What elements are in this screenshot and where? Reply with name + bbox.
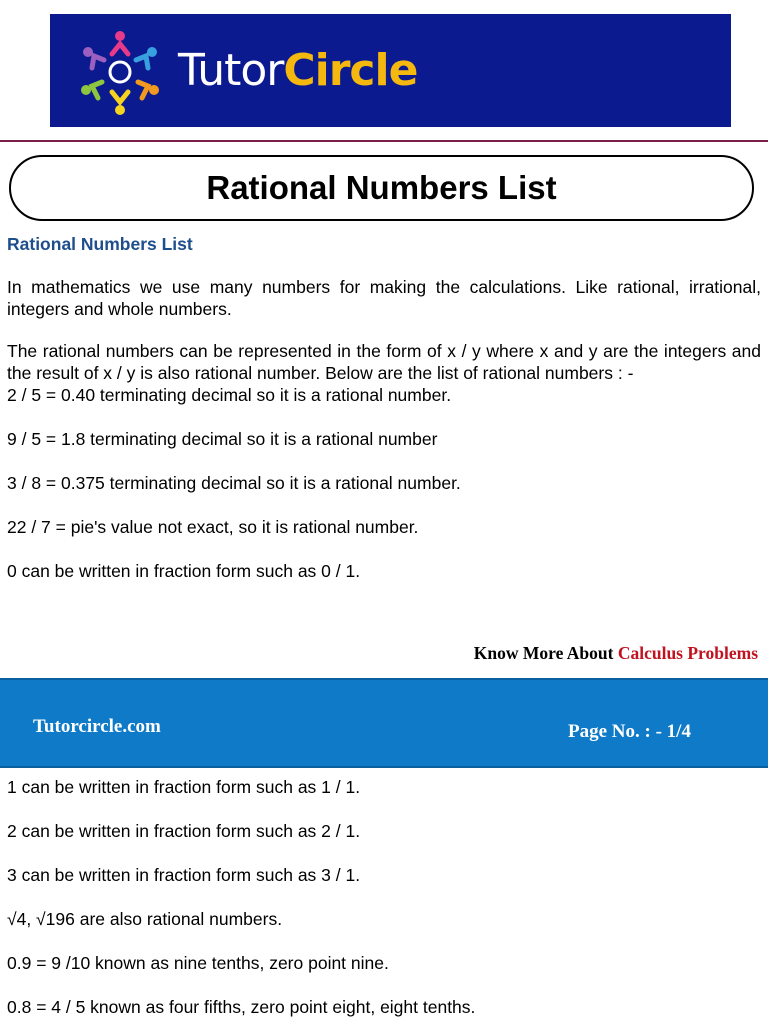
continued-content [7, 776, 761, 1018]
example-line: 2 can be written in fraction form such as 2 / 1. [7, 821, 361, 841]
footer-page-number: Page No. : - 1/4 [568, 721, 691, 742]
example-line: 22 / 7 = pie's value not exact, so it is rational number. [7, 517, 419, 537]
page-footer [0, 678, 768, 768]
people-circle-logo-icon [72, 24, 168, 120]
example-line: 0 can be written in fraction form such as 0 / 1. [7, 561, 361, 581]
example-line: √4, √196 are also rational numbers. [7, 909, 283, 929]
example-line: 3 / 8 = 0.375 terminating decimal so it is a rational number. [7, 473, 461, 493]
example-line: 9 / 5 = 1.8 terminating decimal so it is a rational number [7, 429, 438, 449]
example-line: 0.8 = 4 / 5 known as four fifths, zero point eight, eight tenths. [7, 997, 476, 1017]
brand-wordmark [178, 46, 417, 96]
footer-site-name: Tutorcircle.com [33, 716, 161, 737]
example-line: 2 / 5 = 0.40 terminating decimal so it is a rational number. [7, 385, 452, 405]
page-title: Rational Numbers List [206, 169, 557, 206]
definition-paragraph: The rational numbers can be represented in the form of x / y where x and y are the integers and the result of x / y is also rational number. Below are the list of rational numbers : - [7, 341, 761, 383]
know-more-label: Know More About [473, 643, 618, 663]
main-content [7, 232, 761, 582]
know-more-line [474, 641, 758, 665]
intro-paragraph: In mathematics we use many numbers for making the calculations. Like rational, irrational, integers and whole numbers. [7, 277, 761, 319]
section-heading: Rational Numbers List [7, 234, 193, 254]
brand-circle: Circle [283, 45, 418, 96]
title-box [9, 155, 754, 221]
brand-tutor: Tutor [178, 45, 284, 96]
example-line: 3 can be written in fraction form such as 3 / 1. [7, 865, 361, 885]
example-line: 0.9 = 9 /10 known as nine tenths, zero point nine. [7, 953, 389, 973]
know-more-link[interactable]: Calculus Problems [617, 643, 758, 663]
header-banner [50, 14, 731, 127]
header-divider [0, 140, 768, 142]
example-line: 1 can be written in fraction form such as 1 / 1. [7, 777, 361, 797]
